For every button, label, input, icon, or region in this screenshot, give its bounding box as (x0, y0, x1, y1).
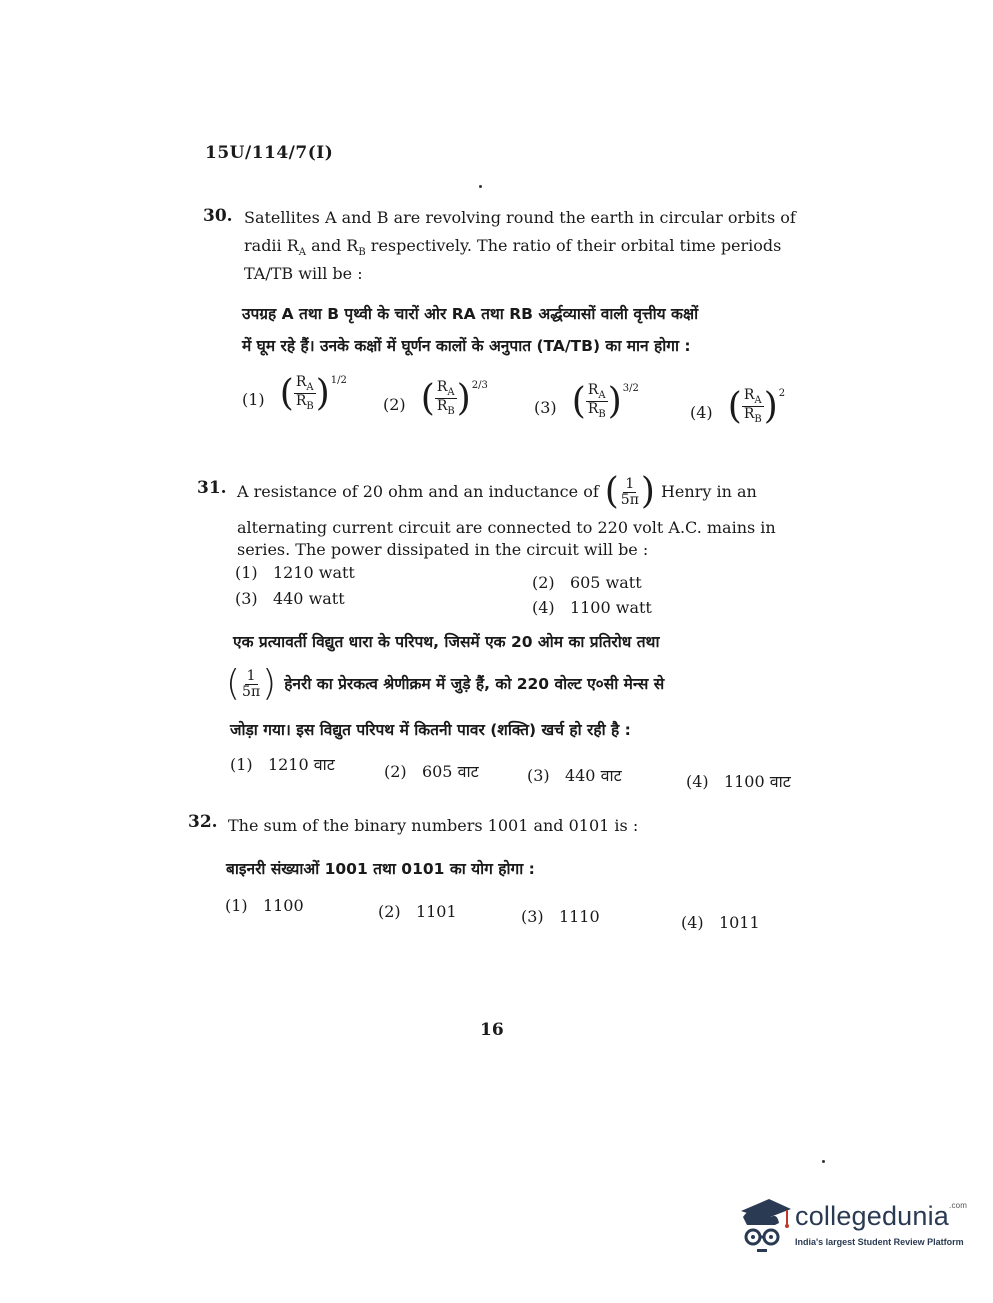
question-text-hi: बाइनरी संख्याओं 1001 तथा 0101 का योग होगा : (226, 860, 535, 878)
question-text-en: The sum of the binary numbers 1001 and 0101 is : (228, 816, 639, 835)
brand-tagline: India's largest Student Review Platform (795, 1237, 964, 1247)
question-text-en-line3: TA/TB will be : (244, 264, 363, 283)
option-3: (3) 1110 (521, 907, 600, 926)
student-mascot-icon (735, 1195, 793, 1259)
page-number: 16 (480, 1020, 504, 1040)
option-3-hi: (3) 440 वाट (527, 766, 622, 785)
option-4: (4) 1100 watt (532, 598, 652, 617)
question-text-en-line1: Satellites A and B are revolving round the earth in circular orbits of (244, 208, 796, 227)
option-1: (1) ( $\frac{R_A}{R_B}$ ) $^{1/2}$ (242, 372, 347, 414)
collegedunia-logo (735, 1195, 968, 1265)
question-text-hi-line2: ( $\frac{1}{5\pi}$ ) हेनरी का प्रेरकत्व श्रेणीक्रम में जुड़े हैं, को 220 वोल्ट ए०सी मेन्स से (226, 663, 665, 704)
option-2-hi: (2) 605 वाट (384, 762, 479, 781)
option-4-hi: (4) 1100 वाट (686, 772, 791, 791)
option-4: (4) 1011 (681, 913, 760, 932)
option-2: (2) 605 watt (532, 573, 642, 592)
option-2: (2) 1101 (378, 902, 457, 921)
question-text-hi-line2: में घूम रहे हैं। उनके कक्षों में घूर्णन कालों के अनुपात (TA/TB) का मान होगा : (242, 337, 691, 355)
option-1: (1) 1210 watt (235, 563, 355, 582)
question-text-hi-line3: जोड़ा गया। इस विद्युत परिपथ में कितनी पावर (शक्ति) खर्च हो रही है : (230, 721, 631, 739)
question-text-en-line2: alternating current circuit are connected to 220 volt A.C. mains in (237, 518, 776, 537)
question-number: 30. (203, 206, 233, 226)
option-3: (3) 440 watt (235, 589, 345, 608)
question-text-en-line2: radii $R_A$ and $R_B$ respectively. The ratio of their orbital time periods (244, 236, 782, 259)
option-1: (1) 1100 (225, 896, 304, 915)
question-text-en-line1: A resistance of 20 ohm and an inductance of ( $\frac{1}{5\pi}$ ) Henry in an (237, 471, 757, 512)
brand-name: collegedunia$^{.com}$ (795, 1201, 968, 1231)
scan-speck (479, 185, 482, 188)
question-text-hi-line1: उपग्रह A तथा B पृथ्वी के चारों ओर RA तथा RB अर्द्धव्यासों वाली वृत्तीय कक्षों (242, 305, 699, 323)
option-1-hi: (1) 1210 वाट (230, 755, 335, 774)
question-number: 31. (197, 478, 227, 498)
option-2: (2) ( $\frac{R_A}{R_B}$ ) $^{2/3}$ (383, 377, 488, 419)
question-text-en-line3: series. The power dissipated in the circuit will be : (237, 540, 649, 559)
scan-speck (822, 1160, 825, 1163)
question-number: 32. (188, 812, 218, 832)
option-4: (4) ( $\frac{R_A}{R_B}$ ) $^2$ (690, 385, 786, 427)
question-text-hi-line1: एक प्रत्यावर्ती विद्युत धारा के परिपथ, जिसमें एक 20 ओम का प्रतिरोध तथा (233, 633, 660, 651)
option-3: (3) ( $\frac{R_A}{R_B}$ ) $^{3/2}$ (534, 380, 639, 422)
paper-code: 15U/114/7(I) (205, 143, 334, 163)
